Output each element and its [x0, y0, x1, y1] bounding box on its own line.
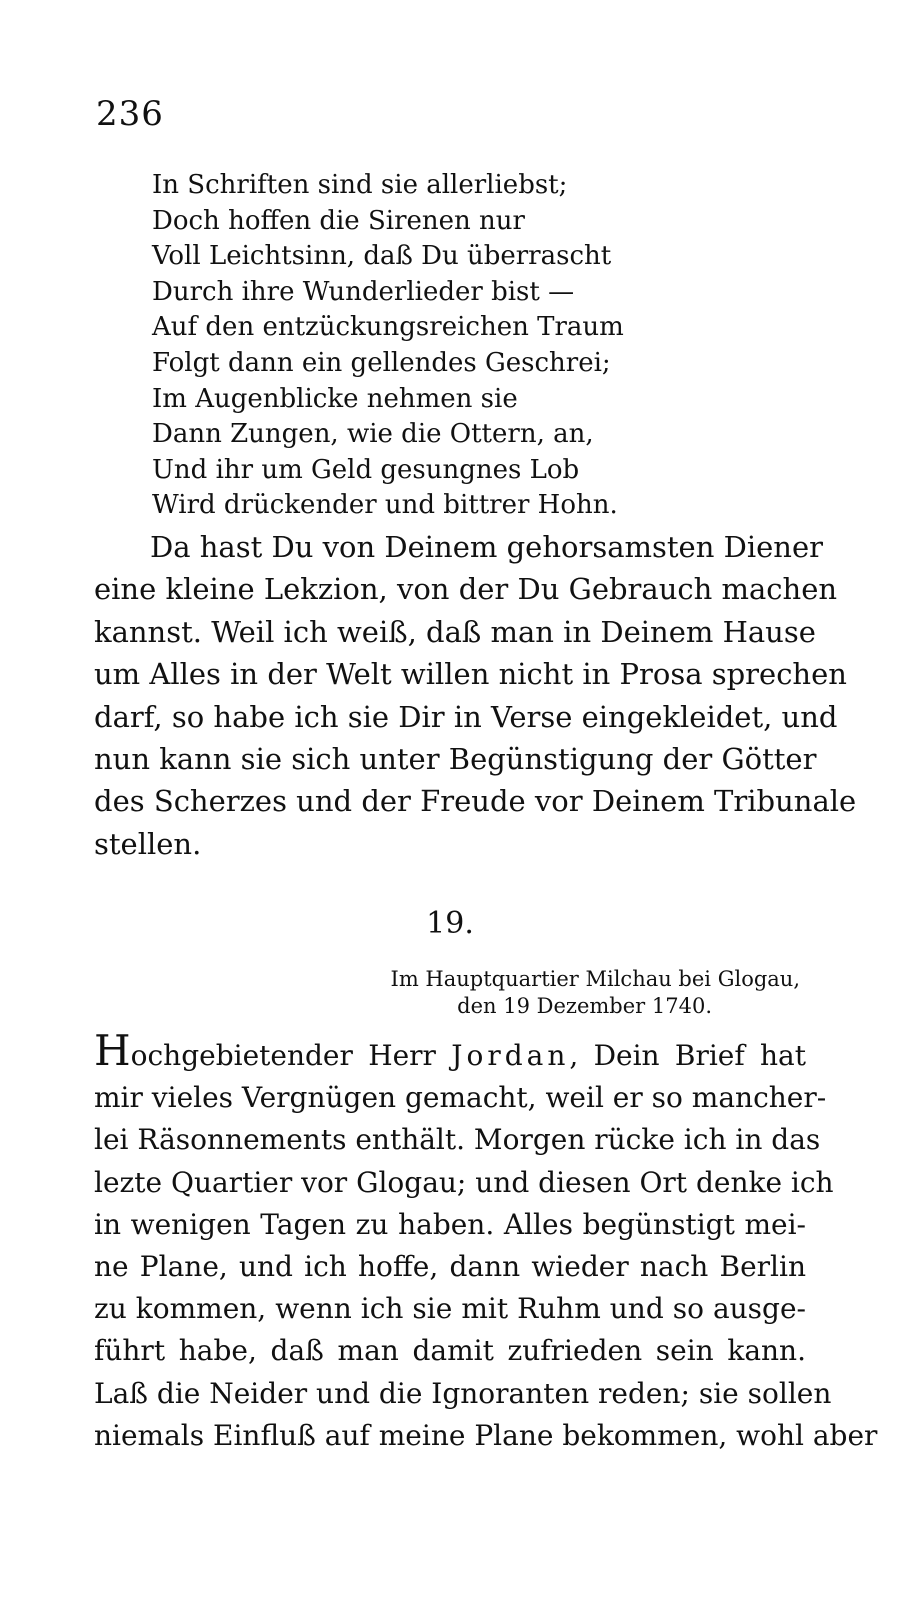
paragraph-line: niemals Einfluß auf meine Plane bekommen, wohl aber: [94, 1418, 878, 1452]
verse-block: [152, 168, 852, 524]
salutation-text-end: , Dein Brief hat: [569, 1039, 807, 1072]
paragraph-line: führt habe, daß man damit zufrieden sein kann.: [94, 1334, 806, 1368]
letter-number: 19.: [426, 906, 474, 941]
paragraph-line: ne Plane, und ich hoffe, dann wieder nach Berlin: [94, 1250, 806, 1284]
verse-line: Doch hoffen die Sirenen nur: [152, 205, 525, 236]
verse-line: Folgt dann ein gellendes Geschrei;: [152, 347, 611, 378]
paragraph-line: eine kleine Lekzion, von der Du Gebrauch machen: [94, 572, 838, 607]
paragraph-1: [94, 526, 857, 865]
salutation-line: [94, 1026, 807, 1077]
dateline-date: den 19 Dezember 1740.: [457, 994, 712, 1018]
verse-line: Und ihr um Geld gesungnes Lob: [152, 454, 580, 485]
salutation-text: ochgebietender Herr: [130, 1039, 452, 1072]
verse-line: Dann Zungen, wie die Ottern, an,: [152, 419, 594, 450]
paragraph-line: nun kann sie sich unter Begünstigung der Götter: [94, 742, 817, 777]
paragraph-line: mir vieles Vergnügen gemacht, weil er so mancher-: [94, 1081, 827, 1115]
verse-line: Im Augenblicke nehmen sie: [152, 383, 518, 414]
paragraph-line: lei Räsonnements enthält. Morgen rücke ich in das: [94, 1123, 821, 1157]
verse-line: Durch ihre Wunderlieder bist —: [152, 276, 575, 307]
paragraph-line: des Scherzes und der Freude vor Deinem Tribunale: [94, 784, 857, 819]
paragraph-line: Da hast Du von Deinem gehorsamsten Diener: [150, 530, 823, 564]
paragraph-line: kannst. Weil ich weiß, daß man in Deinem Hause: [94, 614, 816, 649]
paragraph-line: lezte Quartier vor Glogau; und diesen Ort denke ich: [94, 1165, 834, 1199]
paragraph-line: stellen.: [94, 826, 202, 861]
verse-line: Voll Leichtsinn, daß Du überrascht: [152, 241, 612, 272]
drop-initial: H: [94, 1026, 131, 1075]
paragraph-2: [94, 1026, 878, 1457]
paragraph-line: um Alles in der Welt willen nicht in Prosa sprechen: [94, 657, 847, 692]
verse-line: Wird drückender und bittrer Hohn.: [152, 490, 618, 521]
letter-dateline: [300, 966, 800, 1020]
verse-line: Auf den entzückungsreichen Traum: [152, 312, 624, 343]
paragraph-line: Laß die Neider und die Ignoranten reden; sie sollen: [94, 1376, 832, 1410]
paragraph-line: zu kommen, wenn ich sie mit Ruhm und so ausge-: [94, 1292, 806, 1326]
paragraph-line: darf, so habe ich sie Dir in Verse eingekleidet, und: [94, 699, 838, 734]
verse-line: In Schriften sind sie allerliebst;: [152, 170, 568, 200]
paragraph-line: in wenigen Tagen zu haben. Alles begünstigt mei-: [94, 1207, 806, 1241]
page-number: 236: [96, 94, 164, 134]
dateline-place: Im Hauptquartier Milchau bei Glogau,: [390, 967, 800, 991]
recipient-name: Jordan: [451, 1039, 570, 1072]
